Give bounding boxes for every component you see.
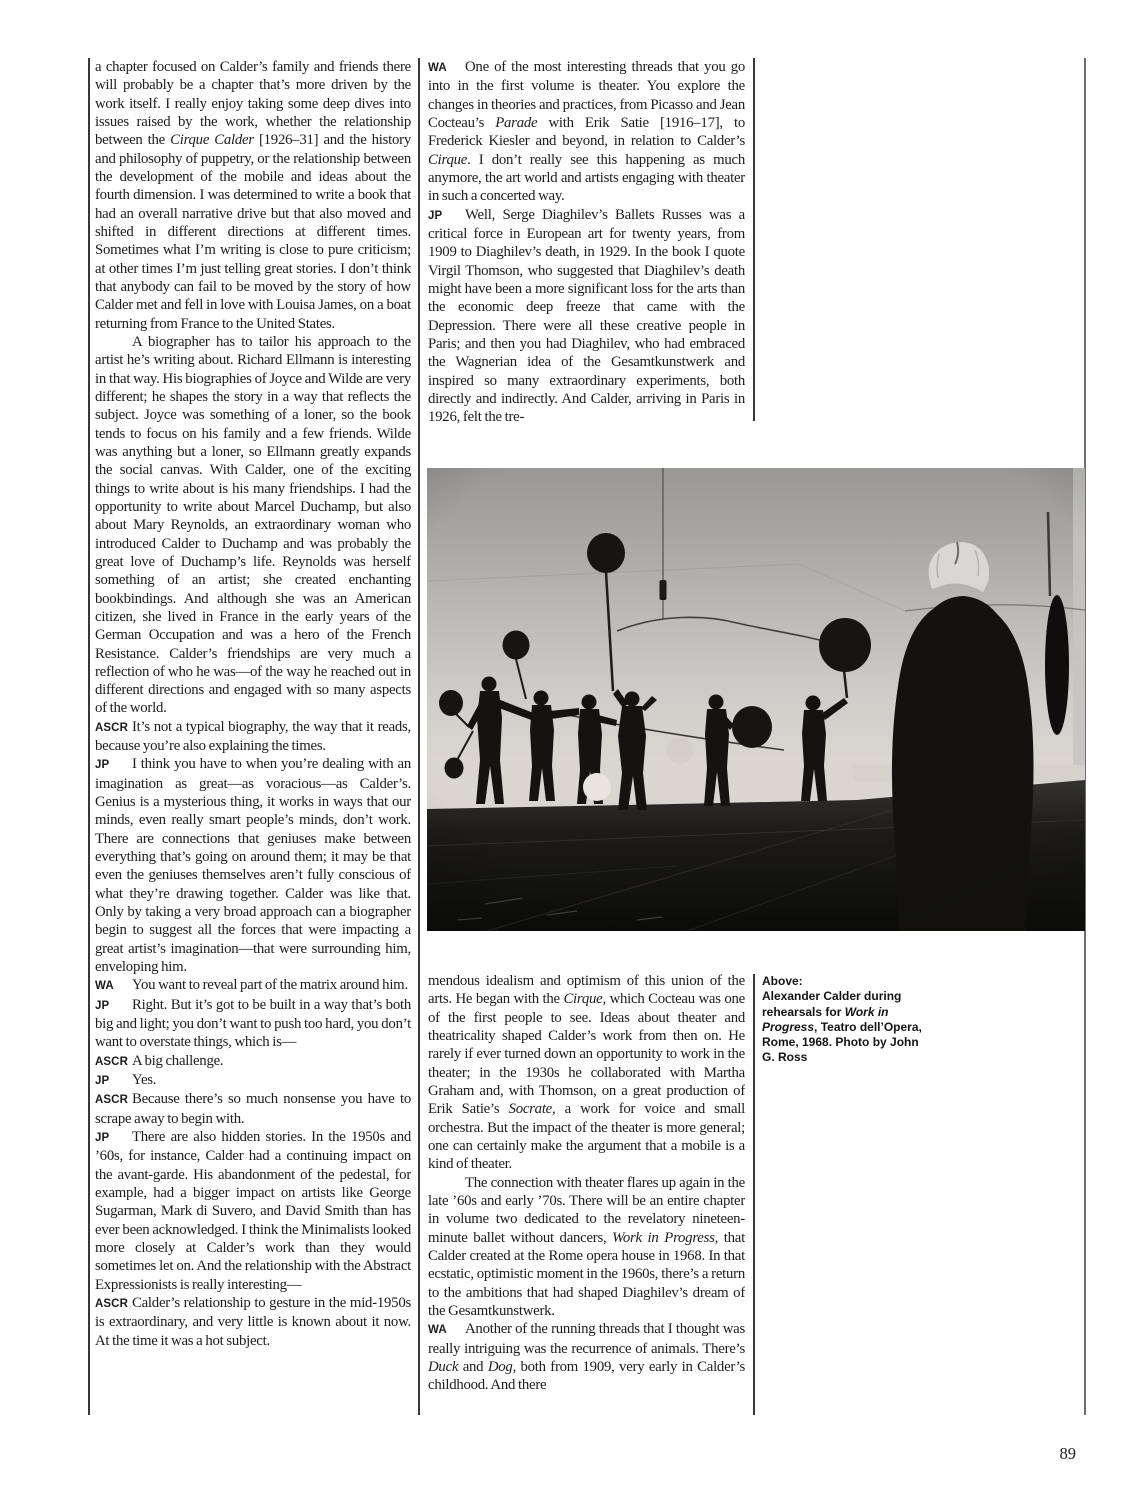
paragraph: ASCR Because there’s so much nonsense you have to scrape away to begin with.	[95, 1091, 411, 1127]
speaker-label: JP	[95, 1075, 110, 1088]
caption-text: Alexander Calder during rehearsals for Work in Progress, Teatro dell’Opera, Rome, 1968. Photo by John G. Ross	[762, 989, 922, 1065]
page-number: 89	[1059, 1444, 1076, 1463]
paragraph: JP Yes.	[95, 1071, 411, 1090]
column-rule-left	[88, 58, 90, 1415]
paragraph: ASCR A big challenge.	[95, 1052, 411, 1071]
right-column-bottom	[428, 972, 745, 1442]
paragraph: ASCR Calder’s relationship to gesture in the mid-1950s is extraordinary, and very little is known about it now. At the time it was a hot subject.	[95, 1294, 411, 1349]
paragraph: ASCR It’s not a typical biography, the way that it reads, because you’re also explaining the times.	[95, 718, 411, 755]
speaker-label: ASCR	[95, 1297, 128, 1310]
photo-caption	[762, 974, 922, 1066]
speaker-label: ASCR	[95, 1055, 128, 1068]
paragraph: A biographer has to tailor his approach to the artist he’s writing about. Richard Ellmann is interesting in that way. His biographies of Joyce and Wilde are very different; he shapes the story in a way that reflects the subject. Joyce was something of a loner, so the book tends to focus on his family and a few friends. Wilde was anything but a loner, so Ellmann greatly expands the social canvas. With Calder, one of the exciting things to write about is his many friendships. I had the opportunity to write about Marcel Duchamp, but also about Mary Reynolds, an extraordinary woman who introduced Calder to Duchamp and was probably the great love of Duchamp’s life. Reynolds was herself something of an artist; she created enchanting bookbindings. And although she was an American citizen, she lived in France in the early years of the German Occupation and was a hero of the French Resistance. Calder’s friendships are very much a reflection of who he was—of the way he reached out in different directions and engaged with so many aspects of the world.	[95, 333, 411, 717]
speaker-label: JP	[428, 209, 443, 222]
calder-rehearsal-photo	[427, 468, 1085, 931]
paragraph: JP Right. But it’s got to be built in a way that’s both big and light; you don’t want to push too hard, you don’t want to overstate things, which is—	[95, 996, 411, 1051]
paragraph: JP There are also hidden stories. In the 1950s and ’60s, for instance, Calder had a continuing impact on the avant-garde. His abandonment of the pedestal, for example, had a bigger impact on artists like George Sugarman, Mark di Suvero, and David Smith than has ever been acknowledged. I think the Minimalists looked more closely at Calder’s work than they would sometimes let on. And the relationship with the Abstract Expressionists is really interesting—	[95, 1129, 411, 1293]
speaker-label: WA	[428, 62, 447, 74]
caption-heading: Above:	[762, 974, 803, 988]
paragraph: JP I think you have to when you’re dealing with an imagination as great—as voracious—as Calder’s. Genius is a mysterious thing, it works in ways that our minds, even really smart people’s minds, don’t work. There are connections that geniuses make between everything that’s going on around them; it may be that even the geniuses themselves aren’t fully conscious of what they’re drawing together. Calder was like that. Only by taking a very broad approach can a biographer begin to suggest all the forces that were impacting a great artist’s imagination—that were surrounding him, enveloping him.	[95, 756, 411, 976]
speaker-label: WA	[95, 980, 114, 993]
column-rule-middle	[418, 58, 420, 1415]
right-column-top	[428, 58, 745, 426]
photo-vignette	[427, 468, 1085, 931]
speaker-label: ASCR	[95, 1094, 128, 1107]
column-rule-right-top	[753, 58, 755, 421]
paragraph: mendous idealism and optimism of this union of the arts. He began with the Cirque, which Cocteau was one of the first people to see. Ideas about theater and theatricality shaped Calder’s work from then on. He rarely if ever turned down an opportunity to work in the theater; in the 1930s he collaborated with Martha Graham and, with Thomson, on a great production of Erik Satie’s Socrate, a work for voice and small orchestra. But the impact of the theater is more general; one can certainly make the argument that a mobile is a kind of theater.	[428, 973, 745, 1173]
paragraph: The connection with theater flares up again in the late ’60s and early ’70s. There will be an entire chapter in volume two dedicated to the revelatory nineteen-minute ballet without dancers, Work in Progress, that Calder created at the Rome opera house in 1968. In that ecstatic, optimistic moment in the 1960s, there’s a return to the ambitions that had shaped Diaghilev’s dream of the Gesamtkunstwerk.	[428, 1174, 745, 1319]
column-rule-right-bottom	[753, 974, 755, 1415]
speaker-label: JP	[95, 759, 110, 772]
paragraph: JP Well, Serge Diaghilev’s Ballets Russes was a critical force in European art for twenty years, from 1909 to Diaghilev’s death, in 1929. In the book I quote Virgil Thomson, who suggested that Diaghilev’s death might have been a more significant loss for the arts than the economic deep freeze that came with the Depression. There were all these creative people in Paris; and then you had Diaghilev, who had embraced the Wagnerian idea of the Gesamtkunstwerk and inspired so many extraordinary experiments, both directly and indirectly. And Calder, arriving in Paris in 1926, felt the tre-	[428, 206, 745, 426]
paragraph: WA You want to reveal part of the matrix around him.	[95, 976, 411, 995]
speaker-label: WA	[428, 1324, 447, 1337]
speaker-label: JP	[95, 1132, 110, 1145]
left-column	[95, 58, 411, 1442]
speaker-label: ASCR	[95, 721, 128, 734]
paragraph: a chapter focused on Calder’s family and friends there will probably be a chapter that’s more driven by the work itself. I really enjoy taking some deep dives into issues raised by the work, whether the relationship between the Cirque Calder [1926–31] and the history and philosophy of puppetry, or the relationship between the development of the mobile and ideas about the fourth dimension. I was determined to write a book that had an overall narrative drive but that also moved and shifted in different directions at different times. Sometimes what I’m writing is close to pure criticism; at other times I’m just telling great stories. I don’t think that anybody can fail to be moved by the story of how Calder met and fell in love with Louisa James, on a boat returning from France to the United States.	[95, 59, 411, 332]
paragraph: WA One of the most interesting threads that you go into in the first volume is theater. You explore the changes in theories and practices, from Picasso and Jean Cocteau’s Parade with Erik Satie [1916–17], to Frederick Kiesler and beyond, in relation to Calder’s Cirque. I don’t really see this happening as much anymore, the art world and artists engaging with theater in such a concerted way.	[428, 59, 745, 205]
paragraph: WA Another of the running threads that I thought was really intriguing was the recurrence of animals. There’s Duck and Dog, both from 1909, very early in Calder’s childhood. And there	[428, 1321, 745, 1394]
speaker-label: JP	[95, 999, 110, 1012]
